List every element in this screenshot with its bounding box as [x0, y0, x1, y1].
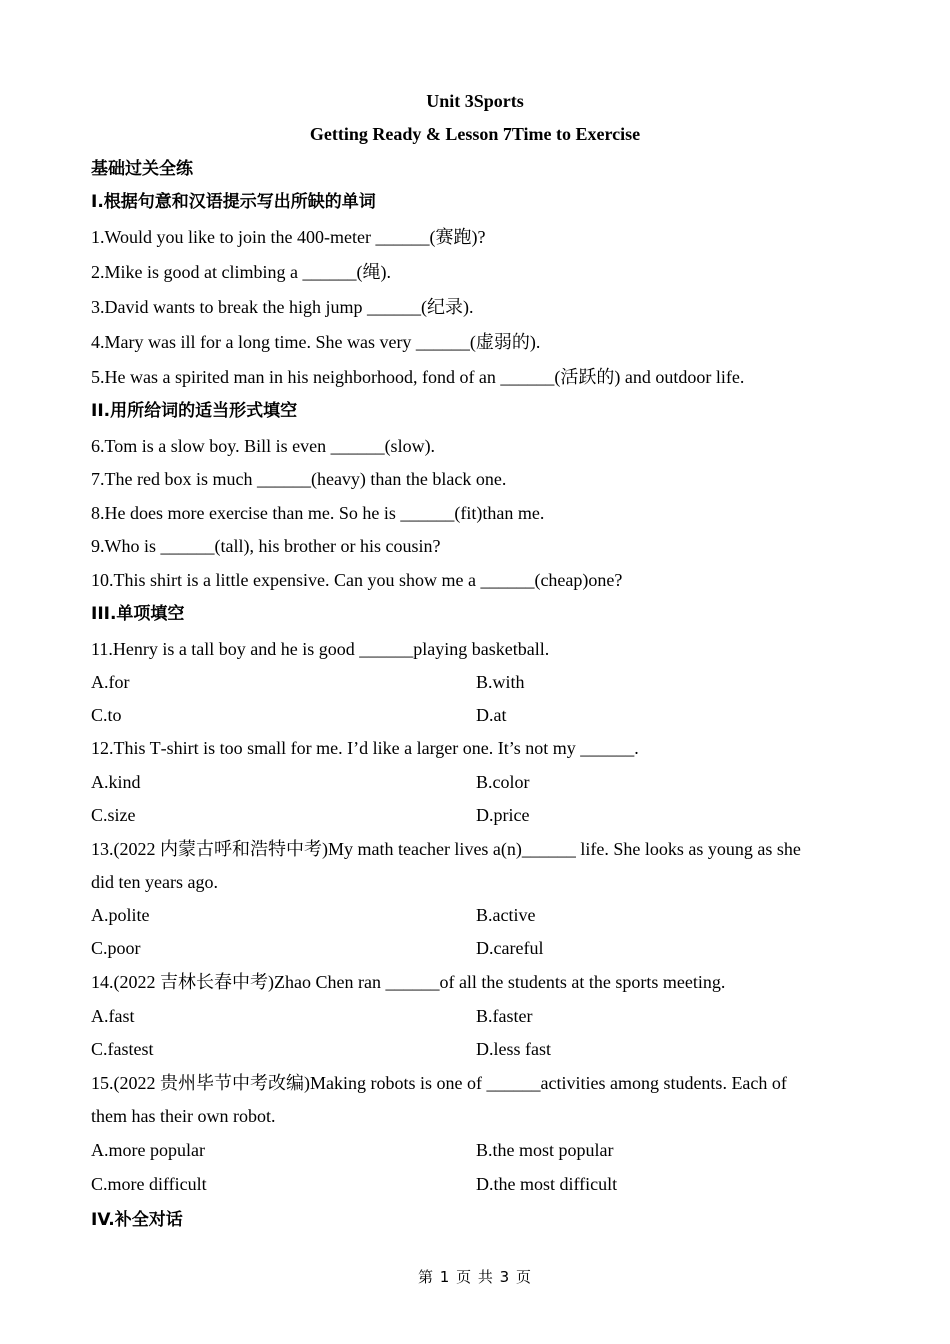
- question-2: 2.Mike is good at climbing a ______(绳).: [91, 262, 391, 282]
- question-15-option-c: C.more difficult: [91, 1174, 207, 1194]
- question-1: 1.Would you like to join the 400‐meter ______(赛跑)?: [91, 227, 486, 247]
- question-11-option-c: C.to: [91, 705, 122, 725]
- question-15-stem-line2: them has their own robot.: [91, 1106, 276, 1126]
- section1-heading: I.根据句意和汉语提示写出所缺的单词: [91, 192, 376, 212]
- question-13-option-d: D.careful: [476, 938, 544, 958]
- question-14-option-d: D.less fast: [476, 1039, 551, 1059]
- question-12-stem: 12.This T‐shirt is too small for me. I’d like a larger one. It’s not my ______.: [91, 738, 639, 758]
- section3-heading: III.单项填空: [91, 604, 185, 624]
- question-8: 8.He does more exercise than me. So he is ______(fit)than me.: [91, 503, 545, 523]
- section2-heading: II.用所给词的适当形式填空: [91, 401, 298, 421]
- question-14-option-b: B.faster: [476, 1006, 533, 1026]
- lesson-title: Getting Ready & Lesson 7Time to Exercise: [309, 124, 641, 144]
- question-12-option-a: A.kind: [91, 772, 141, 792]
- question-13-option-b: B.active: [476, 905, 536, 925]
- question-10: 10.This shirt is a little expensive. Can you show me a ______(cheap)one?: [91, 570, 623, 590]
- question-11-stem: 11.Henry is a tall boy and he is good ______playing basketball.: [91, 639, 550, 659]
- question-12-option-c: C.size: [91, 805, 136, 825]
- unit-title: Unit 3Sports: [426, 91, 524, 111]
- question-13-option-a: A.polite: [91, 905, 150, 925]
- question-3: 3.David wants to break the high jump ______(纪录).: [91, 297, 474, 317]
- question-9: 9.Who is ______(tall), his brother or his cousin?: [91, 536, 441, 556]
- question-12-option-b: B.color: [476, 772, 530, 792]
- question-13-stem-line1: 13.(2022 内蒙古呼和浩特中考)My math teacher lives a(n)______ life. She looks as young as she: [91, 839, 801, 859]
- question-5: 5.He was a spirited man in his neighborhood, fond of an ______(活跃的) and outdoor life.: [91, 367, 745, 387]
- question-13-stem-line2: did ten years ago.: [91, 872, 218, 892]
- question-15-option-b: B.the most popular: [476, 1140, 614, 1160]
- section4-heading: IV.补全对话: [91, 1210, 183, 1230]
- question-13-option-c: C.poor: [91, 938, 141, 958]
- question-11-option-b: B.with: [476, 672, 525, 692]
- question-4: 4.Mary was ill for a long time. She was very ______(虚弱的).: [91, 332, 541, 352]
- practice-heading: 基础过关全练: [91, 159, 193, 179]
- question-15-stem-line1: 15.(2022 贵州毕节中考改编)Making robots is one of ______activities among students. Each of: [91, 1073, 787, 1093]
- question-14-option-c: C.fastest: [91, 1039, 154, 1059]
- question-11-option-d: D.at: [476, 705, 507, 725]
- question-14-stem: 14.(2022 吉林长春中考)Zhao Chen ran ______of all the students at the sports meeting.: [91, 972, 726, 992]
- question-11-option-a: A.for: [91, 672, 130, 692]
- question-7: 7.The red box is much ______(heavy) than the black one.: [91, 469, 507, 489]
- page-number-footer: 第 1 页 共 3 页: [418, 1268, 532, 1286]
- question-6: 6.Tom is a slow boy. Bill is even ______(slow).: [91, 436, 436, 456]
- question-15-option-a: A.more popular: [91, 1140, 205, 1160]
- question-14-option-a: A.fast: [91, 1006, 135, 1026]
- question-12-option-d: D.price: [476, 805, 530, 825]
- question-15-option-d: D.the most difficult: [476, 1174, 618, 1194]
